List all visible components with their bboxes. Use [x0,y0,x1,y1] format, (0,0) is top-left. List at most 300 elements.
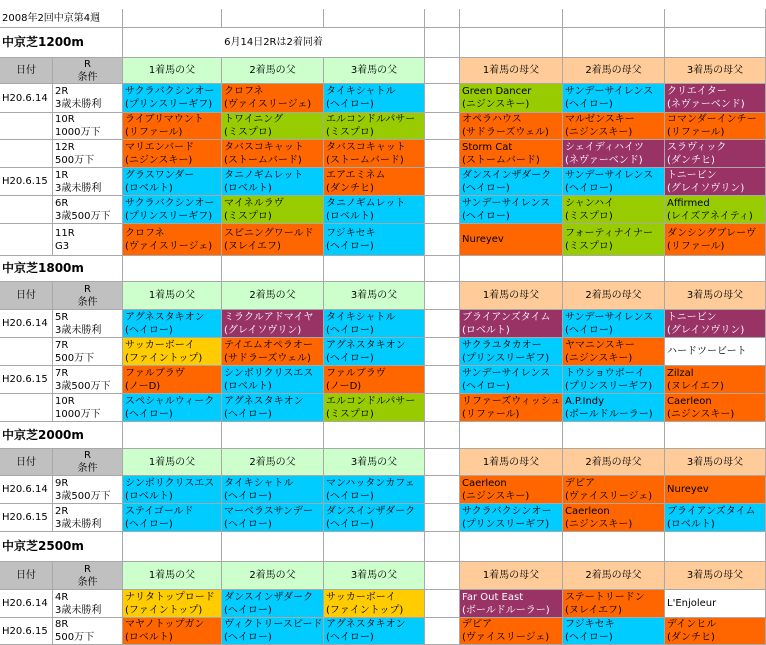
header-race [53,562,123,590]
header-sire [123,562,222,590]
dam-sire-name: サクラバクシンオー [462,506,552,517]
sire-cell [324,394,425,422]
dam-sire-cell [460,168,563,196]
race-info [53,168,123,196]
blank-cell [425,532,460,562]
sire-line: (ヘイロー) [326,99,374,110]
dam-sire-line: (ダンチヒ) [667,155,715,166]
header-dam-sire-text: 2着馬の母父 [585,457,642,468]
race-condition-text: 3歳未勝利 [55,183,102,194]
dam-sire-name: Caerleon [565,506,610,517]
blank-cell [665,256,766,282]
blank-cell [425,562,460,590]
sire-name: マンハッタンカフェ [326,478,415,489]
sire-cell [324,84,425,113]
dam-sire-cell [460,113,563,140]
blank-cell [563,422,665,449]
sire-name: タバスコキャット [224,142,304,153]
sire-cell [222,113,324,140]
race-condition-text: 3歳未勝利 [55,519,102,530]
dam-sire-line: (ヘイロー) [565,325,613,336]
sire-line: (ファイントップ) [125,353,203,364]
sire-line: (プリンスリーギフ) [125,99,213,110]
header-sire [324,449,425,476]
blank-cell [425,224,460,256]
blank-cell [123,256,222,282]
header-sire [123,58,222,84]
header-dam-sire-text: 1着馬の母父 [482,457,540,468]
sire-cell [123,168,222,196]
dam-sire-name: サンデーサイレンス [565,312,654,323]
header-dam-sire [563,282,665,310]
sire-line: (ヘイロー) [326,241,374,252]
race-info [53,476,123,504]
dam-sire-line: (リファール) [462,409,520,420]
sire-cell [222,338,324,366]
dam-sire-cell [563,140,665,168]
dam-sire-line: (ニジンスキー) [565,127,633,138]
dam-sire-name: サクラユタカオー [462,340,542,351]
sire-cell [324,338,425,366]
dam-sire-name: Green Dancer [462,86,532,97]
blank-cell [425,282,460,310]
race-date [0,338,53,366]
sire-line: (ヘイロー) [224,491,272,502]
sire-line: (ヘイロー) [224,409,272,420]
dam-sire-cell [563,338,665,366]
blank-cell [222,532,324,562]
blank-cell [563,28,665,58]
blank-cell [425,366,460,394]
sire-line: (ロベルト) [326,211,374,222]
dam-sire-cell [460,140,563,168]
sire-cell [123,590,222,618]
dam-sire-name: コマンダーインチー [667,114,757,125]
blank-cell [425,504,460,532]
dam-sire-line: (ストームバード) [462,155,540,166]
header-dam-sire [460,282,563,310]
sire-cell [123,618,222,645]
dam-sire-line: (ネヴァーベンド) [565,155,643,166]
dam-sire-cell [563,590,665,618]
header-sire [324,58,425,84]
dam-sire-name: L'Enjoleur [667,598,717,609]
sire-line: (ヘイロー) [326,519,374,530]
race-number-text: 10R [55,114,75,125]
blank-cell [324,9,425,28]
sire-name: シンボリクリスエス [224,368,314,379]
header-sire-text: 2着馬の父 [249,290,296,301]
sire-line: (ヘイロー) [224,605,272,616]
dam-sire-line: (ヘイロー) [462,183,510,194]
race-date [0,310,53,338]
race-date-text: H20.6.15 [2,626,48,637]
dam-sire-line: (ニジンスキー) [565,353,633,364]
header-date-text: 日付 [16,570,36,581]
blank-cell [425,140,460,168]
dam-sire-cell [563,84,665,113]
dam-sire-cell [563,224,665,256]
race-condition-text: 3歳未勝利 [55,99,102,110]
sire-name: タバスコキャット [326,142,406,153]
sire-name: タイキシャトル [326,312,396,323]
header-dam-sire-text: 1着馬の母父 [482,290,540,301]
race-condition-text: 3歳500万下 [55,381,111,392]
dam-sire-cell [460,366,563,394]
race-date [0,140,53,168]
header-dam-sire-text: 3着馬の母父 [686,457,744,468]
blank-cell [425,618,460,645]
sire-cell [123,394,222,422]
dam-sire-cell [460,196,563,224]
header-condition-text: 条件 [77,463,98,474]
race-date-text: H20.6.14 [2,93,48,104]
section-title-text: 中京芝1800m [2,261,84,275]
sire-cell [324,590,425,618]
sire-line: (ストームバード) [326,155,404,166]
sire-line: (ヘイロー) [326,325,374,336]
race-number-text: 12R [55,142,75,153]
sire-line: (ロベルト) [224,381,272,392]
sire-line: (サドラーズウェル) [224,353,311,364]
header-dam-sire [460,449,563,476]
dam-sire-line: (ヌレイエフ) [565,605,622,616]
race-info [53,590,123,618]
blank-cell [425,58,460,84]
dam-sire-line: (ヴァイスリージェ) [462,632,550,643]
header-dam-sire [460,58,563,84]
sire-name: スピニングワールド [224,228,314,239]
sire-cell [324,224,425,256]
dam-sire-cell [460,590,563,618]
sire-cell [123,84,222,113]
blank-cell [460,422,563,449]
sire-name: アグネスタキオン [224,396,304,407]
dam-sire-name: マルゼンスキー [565,114,635,125]
dam-sire-cell [665,366,766,394]
race-note-text: 6月14日2Rは2着同着 [224,37,323,48]
header-dam-sire [665,562,766,590]
race-number-text: 11R [55,228,75,239]
dam-sire-name: サンデーサイレンス [565,86,654,97]
sire-cell [123,224,222,256]
dam-sire-name: デピア [462,619,492,630]
race-number-text: 1R [55,170,69,181]
sire-cell [222,618,324,645]
dam-sire-name: デピア [565,478,595,489]
section-title [0,422,123,449]
sire-name: サッカーボーイ [125,340,195,351]
blank-cell [425,196,460,224]
dam-sire-cell [460,338,563,366]
header-date-text: 日付 [16,65,36,76]
race-date-text: H20.6.15 [2,512,48,523]
dam-sire-name: ブライアンズタイム [667,506,756,517]
sire-line: (ヘイロー) [326,491,374,502]
dam-sire-line: (ヌレイエフ) [667,381,724,392]
sire-line: (ヘイロー) [326,632,374,643]
blank-cell [425,338,460,366]
race-number-text: 10R [55,396,75,407]
header-sire [324,562,425,590]
blank-cell [123,532,222,562]
sire-cell [123,113,222,140]
sire-line: (リファール) [125,127,183,138]
race-info [53,84,123,113]
sire-line: (ダンチヒ) [326,183,374,194]
dam-sire-name: トニービン [667,312,717,323]
sire-name: ナリタトップロード [125,592,215,603]
header-dam-sire [563,58,665,84]
header-race [53,449,123,476]
header-dam-sire [460,562,563,590]
sire-line: (ヴァイスリージェ) [125,241,213,252]
blank-cell [425,422,460,449]
sire-cell [324,366,425,394]
dam-sire-name: シャンハイ [565,198,615,209]
dam-sire-line: (リファール) [667,127,725,138]
section-title-text: 中京芝2500m [2,539,84,553]
sire-line: (ストームバード) [224,155,302,166]
dam-sire-line: (グレイソヴリン) [667,183,745,194]
race-info [53,196,123,224]
dam-sire-name: オペラハウス [462,114,522,125]
race-date [0,590,53,618]
blank-cell [460,532,563,562]
dam-sire-line: (ボールドルーラー) [462,605,550,616]
sire-name: ヴィクトリースピード [224,619,323,630]
dam-sire-cell [460,84,563,113]
sire-name: クロフネ [125,228,165,239]
dam-sire-name: ダンスインザダーク [462,170,552,181]
header-race [53,58,123,84]
sire-name: マリエンバード [125,142,195,153]
sire-name: マーベラスサンデー [224,506,313,517]
header-sire [324,282,425,310]
sire-cell [222,310,324,338]
race-info [53,338,123,366]
sire-name: タニノギムレット [326,198,406,209]
dam-sire-line: (ニジンスキー) [565,519,633,530]
blank-cell [563,256,665,282]
sire-name: タイキシャトル [326,86,396,97]
race-condition-text: 500万下 [55,632,95,643]
sire-cell [222,196,324,224]
blank-cell [425,449,460,476]
header-race-text: R [84,59,91,70]
dam-sire-name: A.P.Indy [565,396,605,407]
dam-sire-line: (ニジンスキー) [462,491,530,502]
sire-cell [222,140,324,168]
header-sire-text: 3着馬の父 [350,457,398,468]
dam-sire-line: (グレイソヴリン) [667,325,745,336]
dam-sire-line: (ボールドルーラー) [565,409,653,420]
header-sire [222,58,324,84]
blank-cell [222,422,324,449]
dam-sire-cell [665,140,766,168]
dam-sire-name: シェイディハイツ [565,142,644,153]
dam-sire-cell [460,618,563,645]
dam-sire-cell [665,168,766,196]
race-date [0,618,53,645]
race-info [53,618,123,645]
sire-line: (ミスプロ) [326,127,374,138]
sire-name: エルコンドルパサー [326,396,416,407]
dam-sire-line: (プリンスリーギフ) [462,519,550,530]
sire-name: ファルブラヴ [326,368,386,379]
sire-cell [123,310,222,338]
dam-sire-cell [665,504,766,532]
dam-sire-name: Nureyev [462,234,504,245]
dam-sire-line: (ミスプロ) [565,211,613,222]
header-sire [123,449,222,476]
dam-sire-line: (レイズアネイティ) [667,211,753,222]
blank-cell [460,256,563,282]
dam-sire-name: Caerleon [462,478,507,489]
dam-sire-name: サンデーサイレンス [462,368,551,379]
race-number-text: 7R [55,340,69,351]
header-condition-text: 条件 [77,577,98,588]
dam-sire-line: (ヘイロー) [565,183,613,194]
sire-line: (ヴァイスリージェ) [224,99,312,110]
sire-name: ファルブラヴ [125,368,185,379]
blank-cell [222,256,324,282]
race-condition-text: 3歳未勝利 [55,325,102,336]
race-date-text: H20.6.15 [2,374,48,385]
dam-sire-cell [665,338,766,366]
sire-cell [324,476,425,504]
dam-sire-name: Far Out East [462,592,524,603]
dam-sire-name: Nureyev [667,484,709,495]
dam-sire-line: (ヘイロー) [565,632,613,643]
dam-sire-cell [665,84,766,113]
sire-name: ミラクルアドマイヤ [224,312,314,323]
race-number-text: 7R [55,368,69,379]
sire-line: (ミスプロ) [224,211,272,222]
sire-name: マイネルラヴ [224,198,284,209]
blank-cell [425,84,460,113]
race-date [0,84,53,113]
dam-sire-name: リファーズウィッシュ [462,396,561,407]
sire-name: スペシャルウィーク [125,396,215,407]
dam-sire-cell [665,590,766,618]
header-dam-sire-text: 3着馬の母父 [686,65,744,76]
section-title-text: 中京芝2000m [2,428,84,442]
dam-sire-name: トニービン [667,170,717,181]
sire-cell [222,476,324,504]
dam-sire-cell [665,196,766,224]
dam-sire-line: (ミスプロ) [565,241,613,252]
sire-name: ダンスインザダーク [326,506,416,517]
header-date [0,562,53,590]
dam-sire-cell [563,196,665,224]
sire-name: トワイニング [224,114,284,125]
dam-sire-line: (プリンスリーギフ) [565,381,653,392]
sire-cell [123,140,222,168]
sire-name: タイキシャトル [224,478,294,489]
blank-cell [665,28,766,58]
sheet-title-text: 2008年2回中京第4週 [2,13,101,24]
sire-name: グラスワンダー [125,170,195,181]
race-number-text: 2R [55,506,69,517]
race-number-text: 6R [55,198,69,209]
sire-line: (ヘイロー) [125,325,173,336]
header-sire-text: 3着馬の父 [350,290,398,301]
header-date [0,449,53,476]
header-race [53,282,123,310]
dam-sire-name: ダンシングブレーヴ [667,228,756,239]
sire-name: ダンスインザダーク [224,592,314,603]
dam-sire-line: (リファール) [667,241,725,252]
dam-sire-name: ブライアンズタイム [462,312,551,323]
dam-sire-name: フジキセキ [565,619,615,630]
header-sire-text: 2着馬の父 [249,457,296,468]
dam-sire-cell [665,394,766,422]
dam-sire-cell [563,476,665,504]
sire-name: アグネスタキオン [326,340,406,351]
header-date [0,282,53,310]
blank-cell [425,28,460,58]
header-sire-text: 1着馬の父 [148,65,196,76]
race-date [0,476,53,504]
sire-cell [123,504,222,532]
header-dam-sire-text: 3着馬の母父 [686,290,744,301]
sire-name: ライブリマウント [125,114,204,125]
race-date [0,224,53,256]
race-date-text: H20.6.14 [2,318,48,329]
header-dam-sire-text: 2着馬の母父 [585,570,642,581]
dam-sire-cell [563,113,665,140]
dam-sire-cell [665,224,766,256]
sire-name: テイエムオペラオー [224,340,313,351]
sire-name: エアエミネム [326,170,386,181]
header-sire-text: 3着馬の父 [350,65,398,76]
blank-cell [460,9,563,28]
dam-sire-name: Caerleon [667,396,712,407]
dam-sire-line: (ニジンスキー) [667,409,735,420]
sire-cell [324,168,425,196]
header-race-text: R [84,564,91,575]
race-info [53,366,123,394]
header-sire [222,449,324,476]
sire-cell [222,168,324,196]
sire-cell [123,366,222,394]
race-condition-text: 1000万下 [55,127,101,138]
race-date [0,366,53,394]
dam-sire-cell [460,310,563,338]
header-dam-sire-text: 3着馬の母父 [686,570,744,581]
race-condition-text: 500万下 [55,155,95,166]
sire-cell [222,224,324,256]
dam-sire-line: (サドラーズウェル) [462,127,549,138]
header-sire-text: 3着馬の父 [350,570,398,581]
race-date [0,504,53,532]
sire-name: サクラバクシンオー [125,86,215,97]
dam-sire-name: Zilzal [667,368,694,379]
sire-cell [222,504,324,532]
sire-name: タニノギムレット [224,170,304,181]
race-number-text: 2R [55,86,69,97]
header-sire-text: 2着馬の父 [249,65,296,76]
dam-sire-line: (ヘイロー) [462,381,510,392]
dam-sire-cell [460,224,563,256]
dam-sire-name: ステートリードン [565,592,645,603]
dam-sire-name: Affirmed [667,198,710,209]
race-date-text: H20.6.15 [2,176,48,187]
header-dam-sire [563,562,665,590]
sire-name: シンボリクリスエス [125,478,215,489]
blank-cell [222,9,324,28]
